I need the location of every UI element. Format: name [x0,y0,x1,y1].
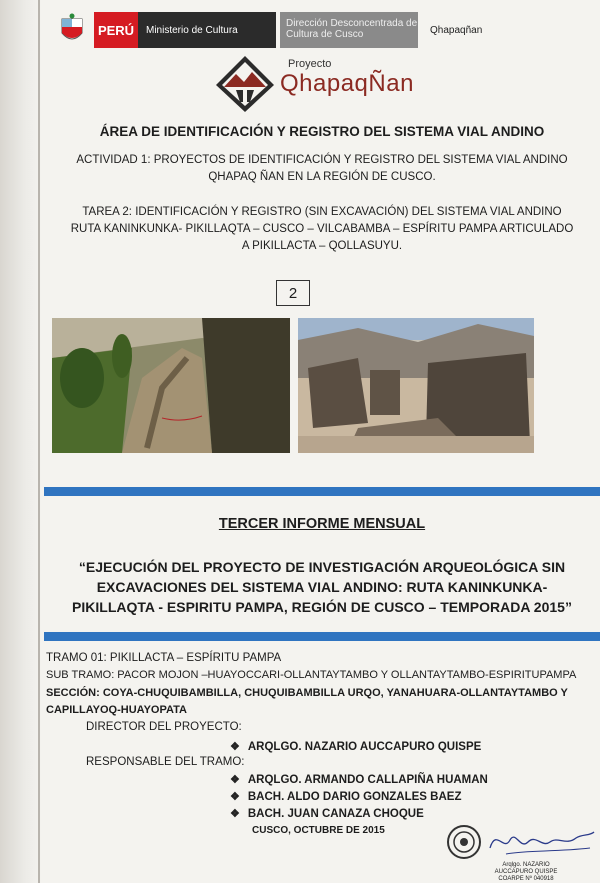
qhapaqnan-small-label: Qhapaqñan [430,24,483,36]
signature-caption [484,862,568,883]
tarea-line-1: TAREA 2: IDENTIFICACIÓN Y REGISTRO (SIN EXCAVACIÓN) DEL SISTEMA VIAL ANDINO [82,206,562,218]
ministerio-label: Ministerio de Cultura [138,12,276,48]
binding-edge [0,0,42,883]
actividad-line-2: QHAPAQ ÑAN EN LA REGIÓN DE CUSCO. [208,171,436,183]
actividad-line-1: ACTIVIDAD 1: PROYECTOS DE IDENTIFICACIÓN Y REGISTRO DEL SISTEMA VIAL ANDINO [76,154,568,166]
responsable-item [230,790,461,803]
volume-number-box: 2 [276,280,310,306]
proyecto-title [44,557,600,617]
qhapaqnan-logo [214,54,424,116]
seccion-line-1: SECCIÓN: COYA-CHUQUIBAMBILLA, CHUQUIBAMBILLA URQO, YANAHUARA-OLLANTAYTAMBO Y [46,687,568,699]
signature-icon [486,822,598,860]
responsable-name: BACH. ALDO DARIO GONZALES BAEZ [247,791,462,803]
bullet-diamond-icon: ❖ [230,741,240,753]
peru-label: PERÚ [94,12,138,48]
actividad-block [44,152,600,186]
trail-photo [52,318,290,453]
director-label: DIRECTOR DEL PROYECTO: [86,721,242,733]
director-item [230,740,481,753]
bullet-diamond-icon: ❖ [230,808,240,820]
responsable-label: RESPONSABLE DEL TRAMO: [86,756,245,768]
director-name: ARQLGO. NAZARIO AUCCAPURO QUISPE [247,741,482,753]
area-title: ÁREA DE IDENTIFICACIÓN Y REGISTRO DEL SISTEMA VIAL ANDINO [99,124,545,139]
tarea-line-3: A PIKILLACTA – QOLLASUYU. [241,240,403,252]
responsable-name: BACH. JUAN CANAZA CHOQUE [247,808,424,820]
blue-band-top [44,487,600,496]
bullet-diamond-icon: ❖ [230,774,240,786]
proyecto-title-line-3: PIKILLAQTA - ESPIRITU PAMPA, REGIÓN DE CUSCO – TEMPORADA 2015” [72,599,572,615]
ruins-photo [298,318,534,453]
fecha-line: CUSCO, OCTUBRE DE 2015 [252,825,385,836]
informe-title: TERCER INFORME MENSUAL [218,516,426,532]
tarea-line-2: RUTA KANINKUNKA- PIKILLAQTA – CUSCO – VILCABAMBA – ESPÍRITU PAMPA ARTICULADO [70,223,574,235]
responsable-item [230,773,488,786]
responsable-item [230,807,424,820]
peru-coat-of-arms-icon [58,13,86,47]
responsable-name: ARQLGO. ARMANDO CALLAPIÑA HUAMAN [247,774,488,786]
direccion-label: Dirección Desconcentrada de Cultura de Cusco [280,12,418,48]
sub-tramo-line: SUB TRAMO: PACOR MOJON –HUAYOCCARI-OLLANTAYTAMBO Y OLLANTAYTAMBO-ESPIRITUPAMPA [46,669,577,681]
proyecto-title-line-1: “EJECUCIÓN DEL PROYECTO DE INVESTIGACIÓN ARQUEOLÓGICA SIN [78,559,566,575]
tramo-line: TRAMO 01: PIKILLACTA – ESPÍRITU PAMPA [46,652,282,664]
blue-band-bottom [44,632,600,641]
tarea-block [44,204,600,255]
mountain-emblem-icon [214,54,276,114]
logo-proyecto-text: Proyecto [288,58,332,70]
binding-line [38,0,40,883]
official-seal-icon [446,824,482,860]
signature-name: Arqlgo. NAZARIO AUCCAPURO QUISPE [494,862,558,875]
proyecto-title-line-2: EXCAVACIONES DEL SISTEMA VIAL ANDINO: RUTA KANINKUNKA- [96,579,548,595]
institution-header [58,10,482,50]
logo-name-text: QhapaqÑan [280,70,414,97]
seccion-line-2: CAPILLAYOQ-HUAYOPATA [46,704,187,716]
bullet-diamond-icon: ❖ [230,791,240,803]
signature-coarpe: COARPE Nº 040918 [498,876,554,882]
